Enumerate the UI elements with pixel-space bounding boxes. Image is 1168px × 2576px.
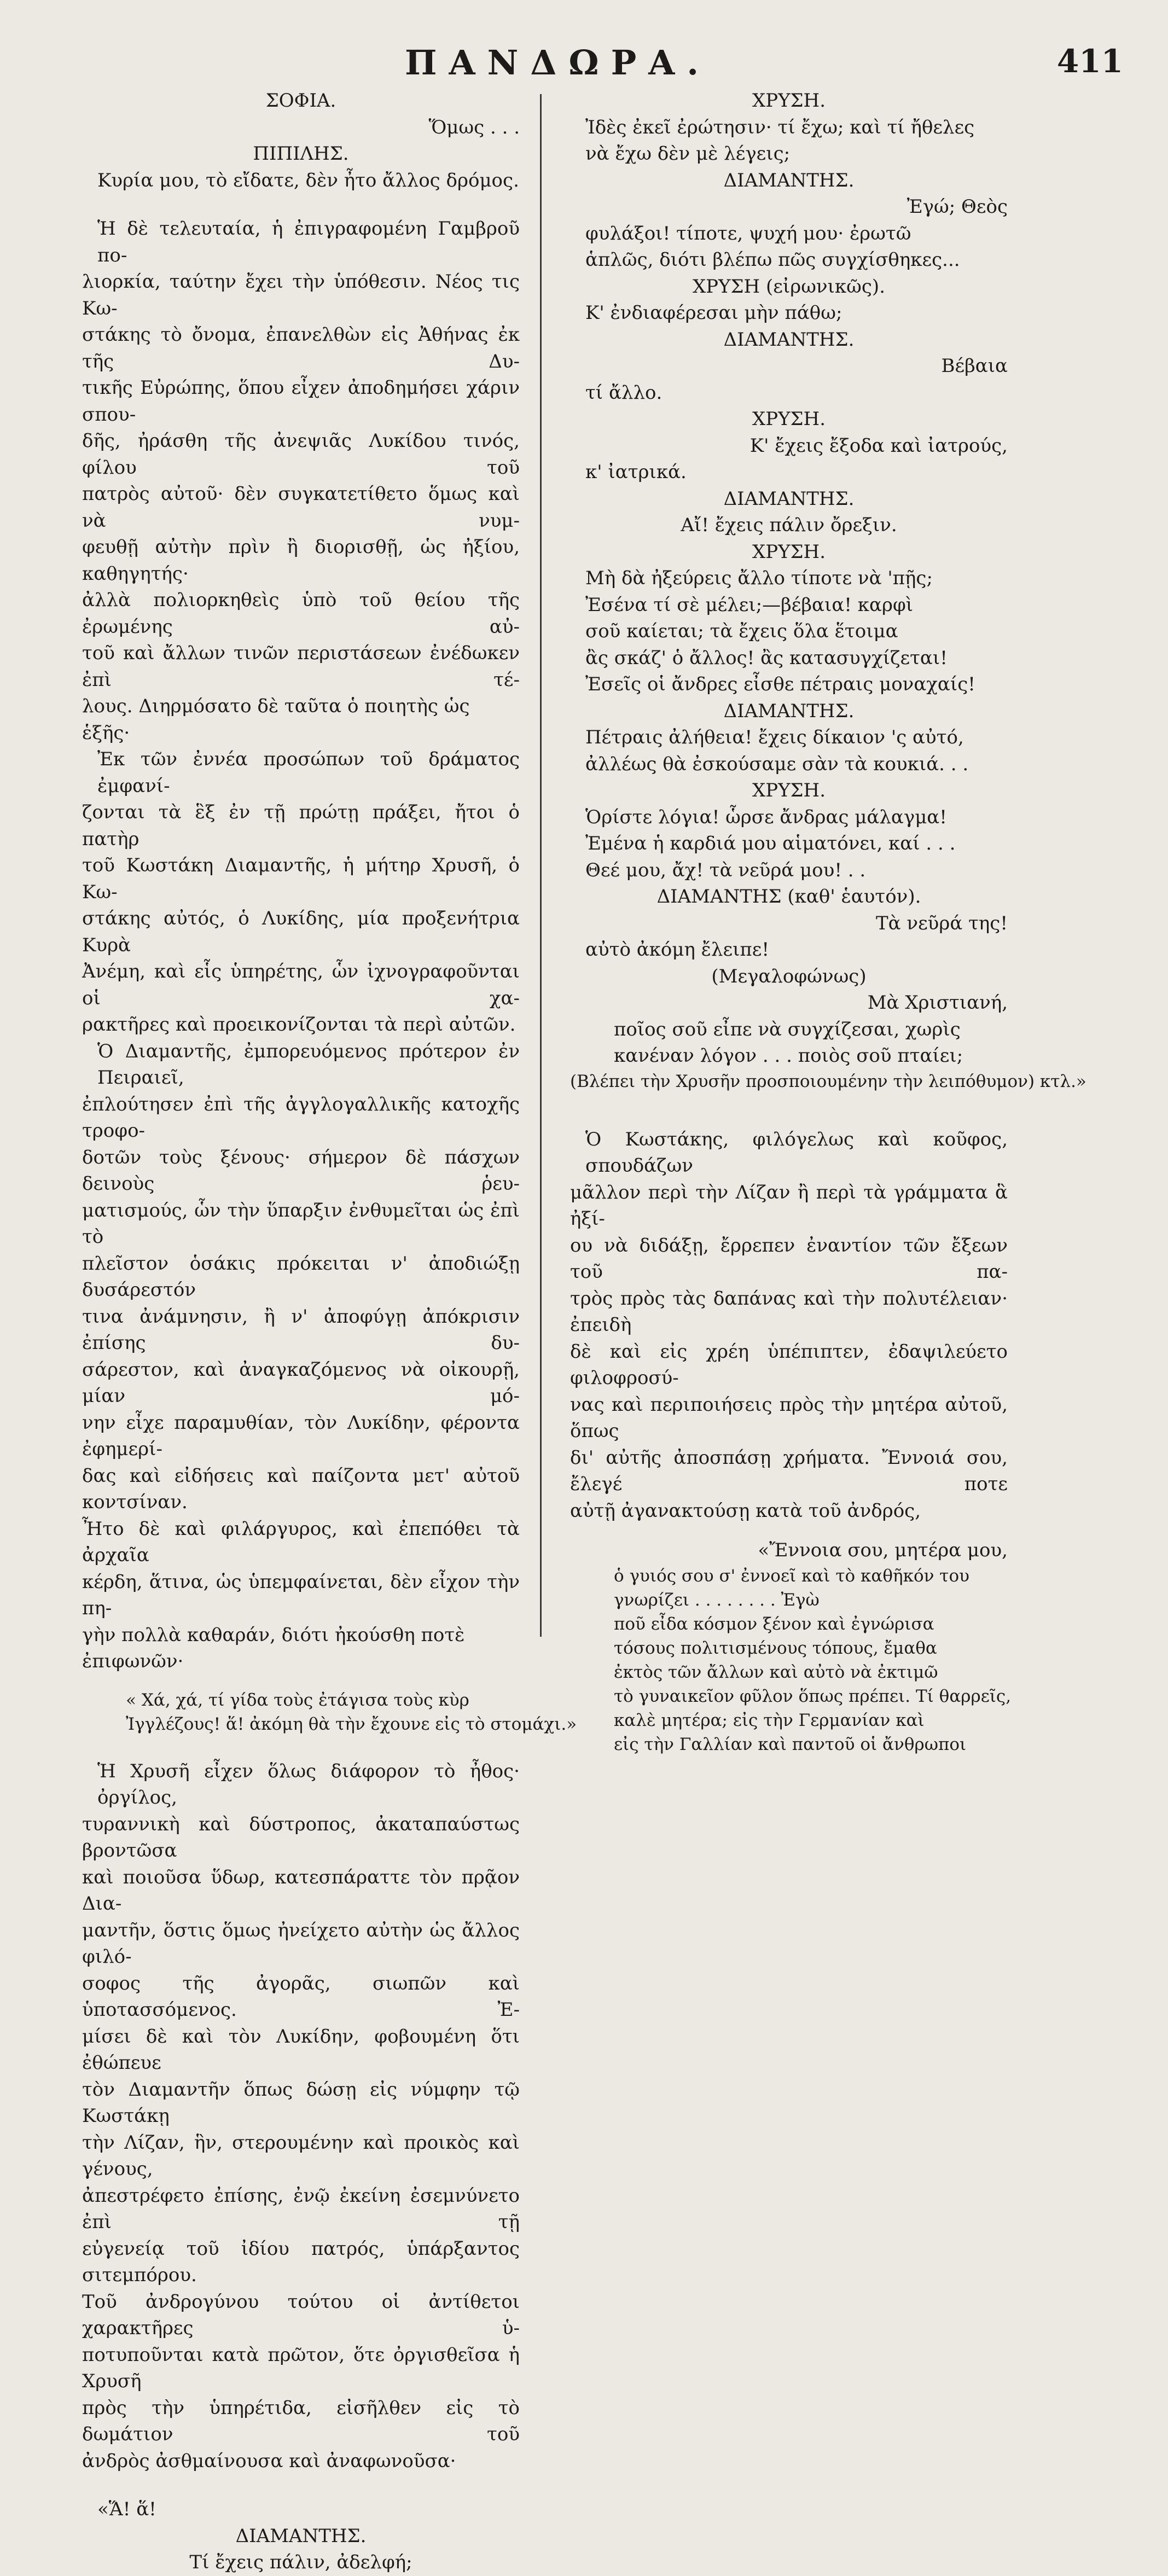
right-text-line: ΔΙΑΜΑΝΤΗΣ. xyxy=(723,700,855,722)
left-text-line xyxy=(82,1675,520,1688)
right-text-line: Ὁρίστε λόγια! ὧρσε ἄνδρας μάλαγμα! xyxy=(585,806,947,828)
left-text-line: ἀνδρὸς ἀσθμαίνουσα καὶ ἀναφωνοῦσα· xyxy=(82,2450,456,2472)
left-text-line xyxy=(82,194,520,216)
left-text-line: πλεῖστον ὁσάκις πρόκειται ν' ἀποδιώξῃ δυσάρεστόν xyxy=(82,1252,520,1301)
right-text-line: σοῦ καίεται; τὰ ἔχεις ὅλα ἕτοιμα xyxy=(585,620,898,642)
left-text-line xyxy=(82,2474,520,2496)
left-text-line: Ἀνέμη, καὶ εἷς ὑπηρέτης, ὧν ἰχνογραφοῦνται οἱ χα- xyxy=(82,961,520,1009)
left-text-line: Ἐκ τῶν ἐννέα προσώπων τοῦ δράματος ἐμφανί- xyxy=(97,748,520,797)
right-text-line: νας καὶ περιποιήσεις πρὸς τὴν μητέρα αὐτοῦ, ὅπως xyxy=(570,1393,1008,1442)
left-text-line: εὐγενείᾳ τοῦ ἰδίου πατρός, ὑπάρξαντος σιτεμπόρου. xyxy=(82,2237,520,2286)
right-text-line: Ἐσεῖς οἱ ἄνδρες εἶσθε πέτραις μοναχαίς! xyxy=(585,673,975,695)
right-text-line: ποῖος σοῦ εἶπε νὰ συγχίζεσαι, χωρὶς xyxy=(614,1018,961,1040)
right-text-line: (Βλέπει τὴν Χρυσῆν προσποιουμένην τὴν λειπόθυμον) κτλ.» xyxy=(570,1071,1086,1091)
left-text-line: νην εἶχε παραμυθίαν, τὸν Λυκίδην, φέροντα ἐφημερί- xyxy=(82,1411,520,1460)
left-text-line: τοῦ καὶ ἄλλων τινῶν περιστάσεων ἐνέδωκεν ἐπὶ τέ- xyxy=(82,642,520,691)
left-text-line: Ὁ Διαμαντῆς, ἐμπορευόμενος πρότερον ἐν Πειραιεῖ, xyxy=(97,1040,520,1089)
right-text-line: ΔΙΑΜΑΝΤΗΣ. xyxy=(723,169,855,191)
right-text-line: ἁπλῶς, διότι βλέπω πῶς συγχίσθηκες... xyxy=(585,249,960,271)
right-text-line: ἂς σκάζ' ὁ ἄλλος! ἂς κατασυγχίζεται! xyxy=(585,647,948,669)
right-text-line: (Μεγαλοφώνως) xyxy=(711,965,867,987)
right-text-line: ΧΡΥΣΗ. xyxy=(752,90,826,112)
left-text-line: φευθῇ αὐτὴν πρὶν ἢ διορισθῇ, ὡς ἠξίου, καθηγητής· xyxy=(82,536,520,585)
right-text-line: δὲ καὶ εἰς χρέη ὑπέπιπτεν, ἐδαψιλεύετο φιλοφροσύ- xyxy=(570,1340,1008,1389)
left-text-line: τοῦ Κωστάκη Διαμαντῆς, ἡ μήτηρ Χρυσῆ, ὁ Κω- xyxy=(82,854,520,903)
left-text-line: ἀλλὰ πολιορκηθεὶς ὑπὸ τοῦ θείου τῆς ἐρωμένης αὐ- xyxy=(82,589,520,638)
left-text-line: ζονται τὰ ἓξ ἐν τῇ πρώτῃ πράξει, ἤτοι ὁ πατὴρ xyxy=(82,801,520,850)
left-text-line: τυραννικὴ καὶ δύστροπος, ἀκαταπαύστως βροντῶσα xyxy=(82,1813,520,1862)
right-text-line: κ' ἰατρικά. xyxy=(585,461,687,483)
right-text-line: μᾶλλον περὶ τὴν Λίζαν ἢ περὶ τὰ γράμματα ἃ ἠξί- xyxy=(570,1181,1008,1230)
right-column xyxy=(570,88,1086,1757)
left-text-line: « Χά, χά, τί γίδα τοὺς ἐτάγισα τοὺς κὺρ xyxy=(126,1690,469,1710)
left-text-line: σοφος τῆς ἀγορᾶς, σιωπῶν καὶ ὑποτασσόμενος. Ἐ- xyxy=(82,1972,520,2021)
left-text-line: καὶ ποιοῦσα ὕδωρ, κατεσπάραττε τὸν πρᾷον Δια- xyxy=(82,1866,520,1915)
right-text-line: ΧΡΥΣΗ. xyxy=(752,408,826,430)
right-text-line: «Ἔννοια σου, μητέρα μου, xyxy=(758,1539,1008,1561)
right-text-line: Μὴ δὰ ἠξεύρεις ἄλλο τίποτε νὰ 'πῇς; xyxy=(585,567,933,589)
right-text-line: ου νὰ διδάξῃ, ἔρρεπεν ἐναντίον τῶν ἔξεων τοῦ πα- xyxy=(570,1234,1008,1283)
right-text-line xyxy=(570,1094,1008,1126)
right-text-line: Ἐσένα τί σὲ μέλει;—βέβαια! καρφὶ xyxy=(585,594,914,616)
page-number: 411 xyxy=(1056,43,1123,80)
left-text-line: στάκης αὐτός, ὁ Λυκίδης, μία προξενήτρια Κυρὰ xyxy=(82,908,520,956)
right-text-line: τί ἄλλο. xyxy=(585,381,663,404)
left-text-line: σάρεστον, καὶ ἀναγκαζόμενος νὰ οἰκουρῇ, μίαν μό- xyxy=(82,1358,520,1407)
right-text-line: Αἴ! ἔχεις πάλιν ὄρεξιν. xyxy=(681,514,897,536)
right-text-line: κανέναν λόγον . . . ποιὸς σοῦ πταίει; xyxy=(614,1045,963,1067)
left-text-line: δας καὶ εἰδήσεις καὶ παίζοντα μετ' αὐτοῦ κοντσίναν. xyxy=(82,1464,520,1513)
right-text-line: ὁ γυιός σου σ' ἐννοεῖ καὶ τὸ καθῆκόν του xyxy=(614,1566,969,1586)
left-text-line: ΔΙΑΜΑΝΤΗΣ. xyxy=(235,2525,367,2547)
left-text-line: γὴν πολλὰ καθαράν, διότι ἠκούσθη ποτὲ ἐπιφωνῶν· xyxy=(82,1624,465,1672)
left-text-line: «Ἅ! ἅ! xyxy=(97,2498,156,2520)
right-text-line: Βέβαια xyxy=(941,355,1008,377)
right-text-line: Τὰ νεῦρά της! xyxy=(875,912,1008,934)
right-text-line: ΧΡΥΣΗ. xyxy=(752,540,826,563)
left-text-line: στάκης τὸ ὄνομα, ἐπανελθὼν εἰς Ἀθήνας ἐκ τῆς Δυ- xyxy=(82,324,520,373)
right-text-line: Ἐγώ; Θεὸς xyxy=(906,196,1008,218)
left-text-line: πατρὸς αὐτοῦ· δὲν συγκατετίθετο ὅμως καὶ νὰ νυμ- xyxy=(82,483,520,532)
right-text-line: τρὸς πρὸς τὰς δαπάνας καὶ τὴν πολυτέλειαν· ἐπειδὴ xyxy=(570,1287,1008,1336)
right-text-line: Θεέ μου, ἄχ! τὰ νεῦρά μου! . . xyxy=(585,859,866,881)
left-text-line: Κυρία μου, τὸ εἴδατε, δὲν ἦτο ἄλλος δρόμος. xyxy=(97,169,519,191)
left-text-line xyxy=(82,1736,520,1758)
right-text-line: φυλάξοι! τίποτε, ψυχή μου· ἐρωτῶ xyxy=(585,222,911,245)
right-text-line: νὰ ἔχω δὲν μὲ λέγεις; xyxy=(585,143,791,165)
right-text-line: ΔΙΑΜΑΝΤΗΣ. xyxy=(723,328,855,351)
column-divider xyxy=(540,94,542,1637)
right-text-line: Πέτραις ἀλήθεια! ἔχεις δίκαιον 'ς αὐτό, xyxy=(585,726,964,748)
right-text-line: Κ' ἔχεις ἔξοδα καὶ ἰατρούς, xyxy=(749,434,1008,457)
right-text-line: γνωρίζει . . . . . . . . Ἐγὼ xyxy=(614,1590,820,1610)
left-text-line: πρὸς τὴν ὑπηρέτιδα, εἰσῆλθεν εἰς τὸ δωμάτιον τοῦ xyxy=(82,2397,520,2445)
left-text-line: κέρδη, ἅτινα, ὡς ὑπεμφαίνεται, δὲν εἶχον τὴν πη- xyxy=(82,1571,520,1619)
left-text-line: λιορκία, ταύτην ἔχει τὴν ὑπόθεσιν. Νέος τις Κω- xyxy=(82,271,520,319)
right-text-line: δι' αὐτῆς ἀποσπάσῃ χρήματα. Ἔννοιά σου, ἔλεγέ ποτε xyxy=(570,1446,1008,1495)
left-text-line: Ἡ Χρυσῆ εἶχεν ὅλως διάφορον τὸ ἦθος· ὀργίλος, xyxy=(97,1760,520,1809)
running-title: ΠΑΝΔΩΡΑ. xyxy=(405,43,711,83)
right-text-line: ΧΡΥΣΗ. xyxy=(752,780,826,801)
right-text-line: Ἰδὲς ἐκεῖ ἐρώτησιν· τί ἔχω; καὶ τί ἤθελες xyxy=(585,116,975,138)
left-text-line: ποτυποῦνται κατὰ πρῶτον, ὅτε ὀργισθεῖσα ἡ Χρυσῆ xyxy=(82,2344,520,2392)
left-text-line: μίσει δὲ καὶ τὸν Λυκίδην, φοβουμένη ὅτι ἐθώπευε xyxy=(82,2025,520,2074)
right-text-line: ΔΙΑΜΑΝΤΗΣ. xyxy=(723,487,855,510)
right-text-line: Μὰ Χριστιανή, xyxy=(867,992,1008,1014)
left-text-line: ΠΙΠΙΛΗΣ. xyxy=(253,143,349,165)
left-text-line: ἀπεστρέφετο ἐπίσης, ἐνῷ ἐκείνη ἐσεμνύνετο ἐπὶ τῇ xyxy=(82,2184,520,2233)
right-text-line: εἰς τὴν Γαλλίαν καὶ παντοῦ οἱ ἄνθρωποι xyxy=(614,1734,967,1754)
right-text-line: ποῦ εἶδα κόσμον ξένον καὶ ἐγνώρισα xyxy=(614,1614,934,1634)
left-text-line: ἐπλούτησεν ἐπὶ τῆς ἀγγλογαλλικῆς κατοχῆς τροφο- xyxy=(82,1093,520,1142)
left-text-line: Τοῦ ἀνδρογύνου τούτου οἱ ἀντίθετοι χαρακτῆρες ὑ- xyxy=(82,2290,520,2339)
right-text-line: ἐκτὸς τῶν ἄλλων καὶ αὐτὸ νὰ ἐκτιμῶ xyxy=(614,1662,938,1682)
left-text-line: Ἰγγλέζους! ἅ! ἀκόμη θὰ τὴν ἔχουνε εἰς τὸ στομάχι.» xyxy=(126,1714,577,1734)
left-text-line: ΣΟΦΙΑ. xyxy=(265,90,336,112)
right-text-line: τὸ γυναικεῖον φῦλον ὅπως πρέπει. Τί θαρρεῖς, xyxy=(614,1686,1012,1706)
left-text-line: τὸν Διαμαντῆν ὅπως δώσῃ εἰς νύμφην τῷ Κωστάκῃ xyxy=(82,2078,520,2127)
left-text-line: τικῆς Εὐρώπης, ὅπου εἶχεν ἀποδημήσει χάριν σπου- xyxy=(82,377,520,426)
left-text-line: Τί ἔχεις πάλιν, ἀδελφή; xyxy=(189,2551,412,2573)
right-text-line: καλὲ μητέρα; εἰς τὴν Γερμανίαν καὶ xyxy=(614,1710,925,1730)
right-text-line: Ὁ Κωστάκης, φιλόγελως καὶ κοῦφος, σπουδάζων xyxy=(585,1128,1008,1177)
left-text-line: Ὅμως . . . xyxy=(428,116,520,138)
left-text-line: ματισμούς, ὧν τὴν ὕπαρξιν ἐνθυμεῖται ὡς ἐπὶ τὸ xyxy=(82,1199,520,1248)
right-text-line: ΧΡΥΣΗ (εἰρωνικῶς). xyxy=(692,275,886,298)
right-text-line: Κ' ἐνδιαφέρεσαι μὴν πάθω; xyxy=(585,302,842,324)
right-text-line: αὐτῇ ἀγανακτούσῃ κατὰ τοῦ ἀνδρός, xyxy=(570,1499,921,1522)
left-text-line: ρακτῆρες καὶ προεικονίζονται τὰ περὶ αὐτῶν. xyxy=(82,1014,516,1036)
left-text-line: δοτῶν τοὺς ξένους· σήμερον δὲ πάσχων δεινοὺς ῥευ- xyxy=(82,1146,520,1195)
right-text-line: τόσους πολιτισμένους τόπους, ἔμαθα xyxy=(614,1638,937,1658)
left-text-line: τινα ἀνάμνησιν, ἢ ν' ἀποφύγῃ ἀπόκρισιν ἐπίσης δυ- xyxy=(82,1305,520,1354)
left-text-line: λους. Διηρμόσατο δὲ ταῦτα ὁ ποιητὴς ὡς ἑξῆς· xyxy=(82,695,470,744)
right-text-line: Ἐμένα ἡ καρδιά μου αἱματόνει, καί . . . xyxy=(585,833,956,854)
right-text-line: αὐτὸ ἀκόμη ἔλειπε! xyxy=(585,939,770,961)
left-text-line: δῆς, ἠράσθη τῆς ἀνεψιᾶς Λυκίδου τινός, φίλου τοῦ xyxy=(82,430,520,479)
left-text-line: Ἦτο δὲ καὶ φιλάργυρος, καὶ ἐπεπόθει τὰ ἀρχαῖα xyxy=(82,1517,520,1566)
right-text-line: ΔΙΑΜΑΝΤΗΣ (καθ' ἑαυτόν). xyxy=(656,886,921,908)
right-text-line xyxy=(570,1524,1008,1537)
left-text-line: μαντῆν, ὅστις ὅμως ἠνείχετο αὐτὴν ὡς ἄλλος φιλό- xyxy=(82,1919,520,1968)
right-text-line: ἀλλέως θὰ ἐσκούσαμε σὰν τὰ κουκιά. . . xyxy=(585,753,969,775)
left-text-line: Ἡ δὲ τελευταία, ἡ ἐπιγραφομένη Γαμβροῦ πο- xyxy=(97,218,520,266)
page-header xyxy=(0,43,1168,81)
left-column xyxy=(82,88,577,2576)
left-text-line: τὴν Λίζαν, ἣν, στερουμένην καὶ προικὸς καὶ γένους, xyxy=(82,2131,520,2180)
